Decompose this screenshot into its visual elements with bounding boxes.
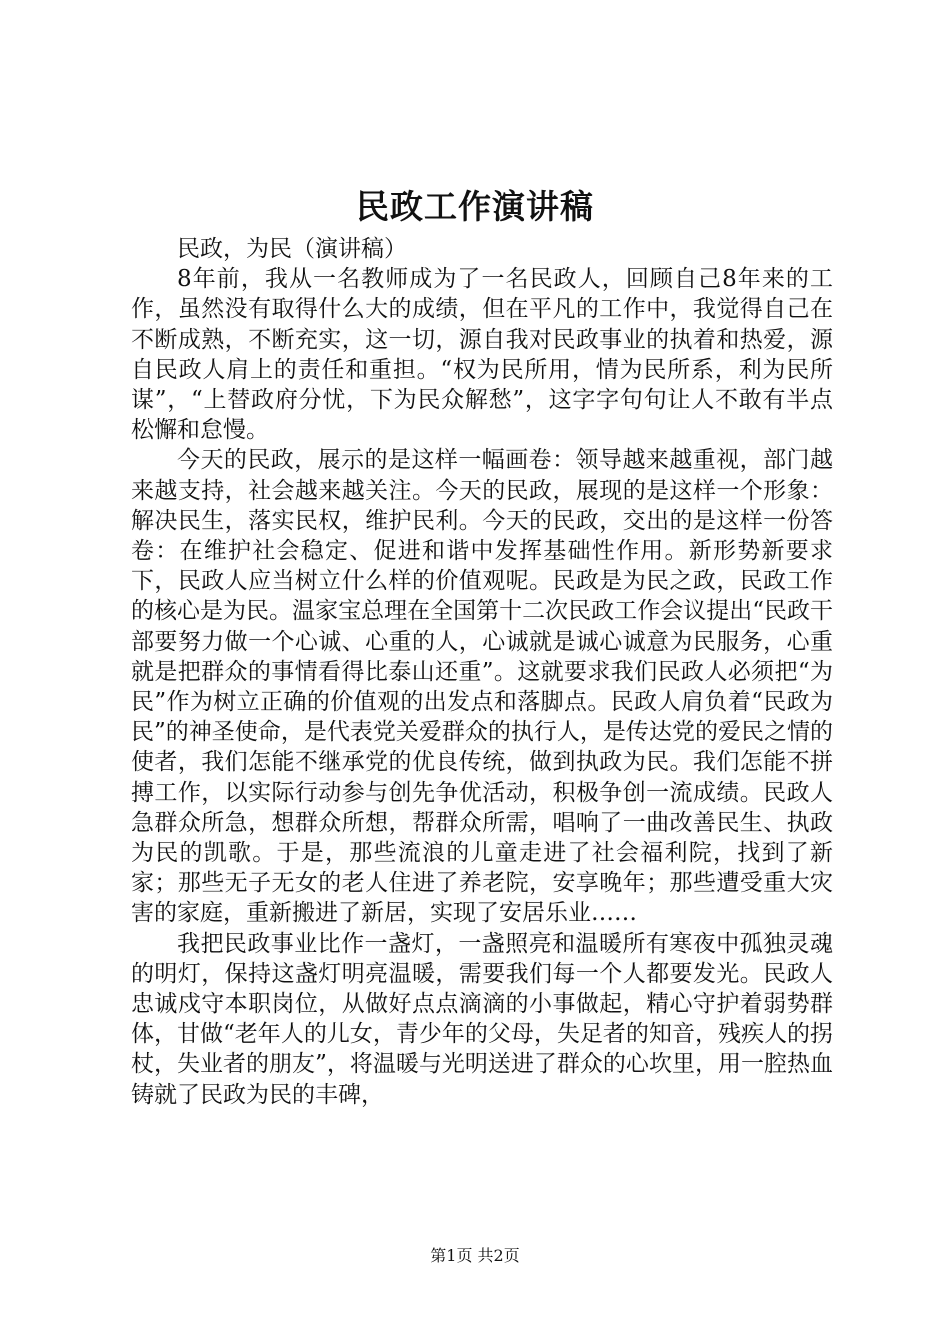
paragraph-intro: 8年前，我从一名教师成为了一名民政人，回顾自己8年来的工作，虽然没有取得什么大的成绩，但在平凡的工作中，我觉得自己在不断成熟，不断充实，这一切，源自我对民政事业的执着和热爱，源自民政人肩上的责任和重担。“权为民所用，情为民所系，利为民所谋”，“上替政府分忧，下为民众解愁”，这字字句句让人不敢有半点松懈和怠慢。 [131,266,833,444]
speech-subtitle: 民政，为民（演讲稿） [177,236,407,262]
paragraph-lamp: 我把民政事业比作一盏灯，一盏照亮和温暖所有寒夜中孤独灵魂的明灯，保持这盏灯明亮温暖，需要我们每一个人都要发光。民政人忠诚戍守本职岗位，从做好点点滴滴的小事做起，精心守护着弱势群体，甘做“老年人的儿女，青少年的父母，失足者的知音，残疾人的拐杖，失业者的朋友”，将温暖与光明送进了群众的心坎里，用一腔热血铸就了民政为民的丰碑， [131,930,833,1108]
page-number-footer: 第1页 共2页 [430,1246,520,1265]
document-title: 民政工作演讲稿 [356,187,594,226]
document-body [131,234,833,1110]
paragraph-today: 今天的民政，展示的是这样一幅画卷：领导越来越重视，部门越来越支持，社会越来越关注。今天的民政，展现的是这样一个形象：解决民生，落实民权，维护民利。今天的民政，交出的是这样一份答卷：在维护社会稳定、促进和谐中发挥基础性作用。新形势新要求下，民政人应当树立什么样的价值观呢。民政是为民之政，民政工作的核心是为民。温家宝总理在全国第十二次民政工作会议提出“民政干部要努力做一个心诚、心重的人，心诚就是诚心诚意为民服务，心重就是把群众的事情看得比泰山还重”。这就要求我们民政人必须把“为民”作为树立正确的价值观的出发点和落脚点。民政人肩负着“民政为民”的神圣使命，是代表党关爱群众的执行人，是传达党的爱民之情的使者，我们怎能不继承党的优良传统，做到执政为民。我们怎能不拼搏工作，以实际行动参与创先争优活动，积极争创一流成绩。民政人急群众所急，想群众所想，帮群众所需，唱响了一曲改善民生、执政为民的凯歌。于是，那些流浪的儿童走进了社会福利院，找到了新家；那些无子无女的老人住进了养老院，安享晚年；那些遭受重大灾害的家庭，重新搬进了新居，实现了安居乐业…… [131,447,833,927]
